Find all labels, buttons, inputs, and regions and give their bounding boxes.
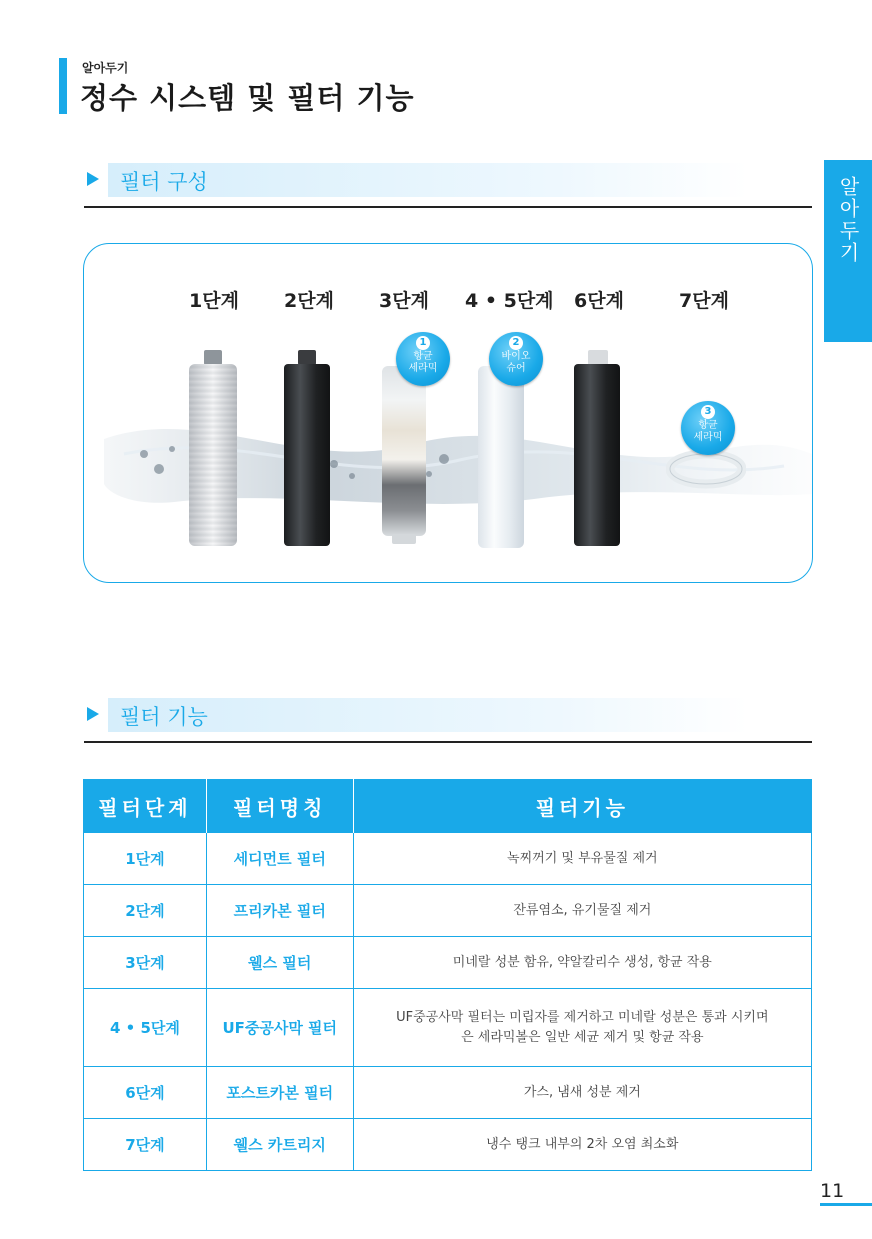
- side-tab-label: 알아두기: [836, 176, 860, 264]
- stage-label: 2단계: [284, 290, 334, 312]
- stage-label: 1단계: [189, 290, 239, 312]
- column-header: 필터명칭: [206, 780, 353, 833]
- badge-antibacterial-ceramic-7: 3 항균 세라믹: [681, 401, 735, 455]
- triangle-bullet-icon: [87, 172, 99, 186]
- triangle-bullet-icon: [87, 707, 99, 721]
- page-number: 11: [820, 1180, 845, 1202]
- column-header: 필터단계: [84, 780, 207, 833]
- side-tab: [824, 160, 872, 342]
- stage-label: 6단계: [574, 290, 624, 312]
- post-carbon-filter-image: [574, 364, 620, 546]
- stage-label: 4 • 5단계: [465, 290, 554, 312]
- table-row: 3단계 웰스 필터 미네랄 성분 함유, 약알칼리수 생성, 항균 작용: [84, 937, 812, 989]
- table-row: 4 • 5단계 UF중공사막 필터 UF중공사막 필터는 미립자를 제거하고 미네랄 성분은 통과 시키며 은 세라믹볼은 일반 세균 제거 및 항균 작용: [84, 989, 812, 1067]
- column-header: 필터기능: [353, 780, 811, 833]
- wells-filter-image: [382, 366, 426, 536]
- filter-function-table: [83, 779, 812, 1171]
- table-row: 1단계 세디먼트 필터 녹찌꺼기 및 부유물질 제거: [84, 833, 812, 885]
- stage-label: 7단계: [679, 290, 729, 312]
- section-header-composition: [84, 160, 812, 208]
- sediment-filter-image: [189, 364, 237, 546]
- stage-label: 3단계: [379, 290, 429, 312]
- pre-carbon-filter-image: [284, 364, 330, 546]
- table-row: 6단계 포스트카본 필터 가스, 냄새 성분 제거: [84, 1067, 812, 1119]
- page-title: 정수 시스템 및 필터 기능: [80, 81, 415, 115]
- badge-antibacterial-ceramic: 1 항균 세라믹: [396, 332, 450, 386]
- section-header-function: [84, 695, 812, 743]
- filter-illustration: [83, 243, 813, 583]
- table-row: 2단계 프리카본 필터 잔류염소, 유기물질 제거: [84, 885, 812, 937]
- section-title: 필터 기능: [120, 705, 208, 729]
- page-subtitle: 알아두기: [82, 61, 129, 75]
- badge-bio-sure: 2 바이오 슈어: [489, 332, 543, 386]
- page-number-underline: [820, 1203, 872, 1206]
- section-title: 필터 구성: [120, 170, 208, 194]
- table-row: 7단계 웰스 카트리지 냉수 탱크 내부의 2차 오염 최소화: [84, 1119, 812, 1171]
- uf-filter-image: [478, 366, 524, 548]
- title-accent-bar: [59, 58, 67, 114]
